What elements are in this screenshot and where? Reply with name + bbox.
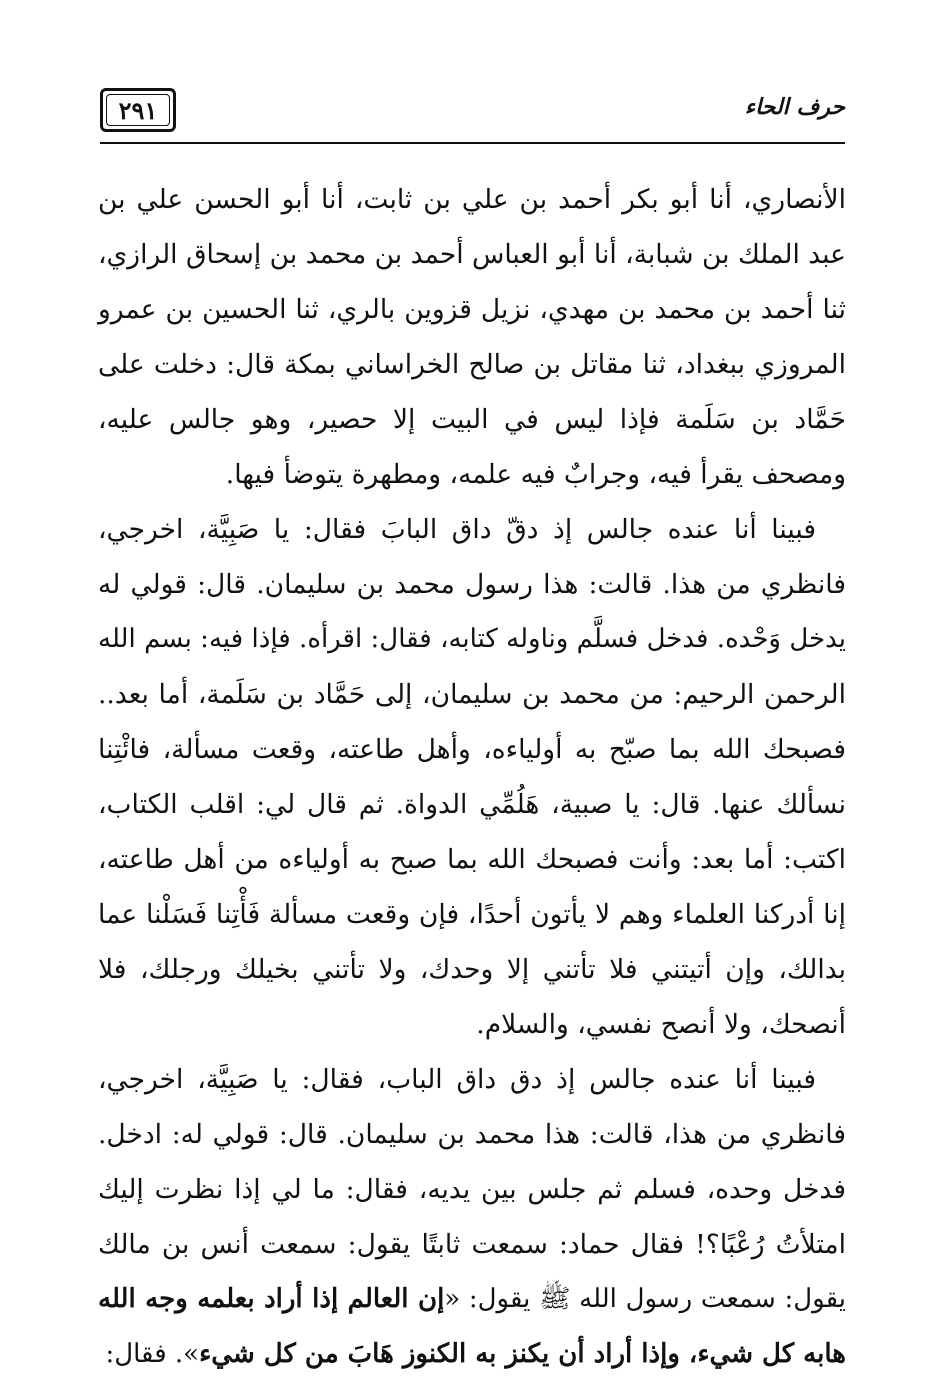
page-header	[100, 88, 845, 150]
text-line: يدخل وَحْده. فدخل فسلَّم وناوله كتابه، فقال: اقرأه. فإذا فيه: بسم الله	[98, 624, 846, 654]
hadith-quote: هابه كل شيء، وإذا أراد أن يكنز به الكنوز هَابَ من كل شيء	[199, 1339, 846, 1369]
text-line: عبد الملك بن شبابة، أنا أبو العباس أحمد بن محمد بن إسحاق الرازي،	[98, 239, 846, 270]
text-line: أنصحك، ولا أنصح نفسي، والسلام.	[476, 1009, 846, 1040]
text-line: فانظري من هذا، قالت: هذا محمد بن سليمان. قال: قولي له: ادخل.	[98, 1119, 846, 1150]
text-line: فصبحك الله بما صبّح به أولياءه، وأهل طاعته، وقعت مسألة، فائْتِنا	[98, 734, 846, 765]
text-line: بدالك، وإن أتيتني فلا تأتني إلا وحدك، ولا تأتني بخيلك ورجلك، فلا	[98, 954, 846, 985]
text-line: فبينا أنا عنده جالس إذ دقّ داق البابَ فقال: يا صَبِيَّة، اخرجي،	[98, 514, 816, 545]
body-text	[98, 172, 846, 1382]
text-line: المروزي ببغداد، ثنا مقاتل بن صالح الخراساني بمكة قال: دخلت على	[98, 349, 846, 380]
text-line: ومصحف يقرأ فيه، وجرابٌ فيه علمه، ومطهرة يتوضأ فيها.	[225, 459, 846, 490]
text-line: ثنا أحمد بن محمد بن مهدي، نزيل قزوين بالري، ثنا الحسين بن عمرو	[98, 294, 846, 325]
hadith-quote: إن العالم إذا أراد بعلمه وجه الله	[98, 1284, 445, 1314]
text-line: إنا أدركنا العلماء وهم لا يأتون أحدًا، فإن وقعت مسألة فَأْتِنا فَسَلْنا عما	[98, 899, 846, 930]
text-line	[98, 1327, 846, 1382]
running-head: حرف الحاء	[744, 94, 845, 120]
text-line	[98, 1272, 846, 1327]
page-number: ٢٩١	[100, 88, 176, 132]
text-line: فبينا أنا عنده جالس إذ دق داق الباب، فقال: يا صَبِيَّة، اخرجي،	[98, 1064, 816, 1095]
header-rule	[100, 142, 845, 144]
text-line: الرحمن الرحيم: من محمد بن سليمان، إلى حَمَّاد بن سَلَمة، أما بعد..	[98, 679, 846, 710]
text-line: نسألك عنها. قال: يا صبية، هَلُمِّي الدواة. ثم قال لي: اقلب الكتاب،	[98, 789, 846, 820]
text-line: امتلأتُ رُعْبًا؟! فقال حماد: سمعت ثابتًا يقول: سمعت أنس بن مالك	[98, 1229, 846, 1260]
text-line: الأنصاري، أنا أبو بكر أحمد بن علي بن ثابت، أنا أبو الحسن علي بن	[98, 184, 846, 215]
text-line: حَمَّاد بن سَلَمة فإذا ليس في البيت إلا حصير، وهو جالس عليه،	[98, 404, 846, 435]
text-run: يقول: سمعت رسول الله ﷺ يقول: «	[444, 1284, 846, 1314]
text-line: فانظري من هذا. قالت: هذا رسول محمد بن سليمان. قال: قولي له	[98, 569, 846, 600]
text-line: فدخل وحده، فسلم ثم جلس بين يديه، فقال: ما لي إذا نظرت إليك	[98, 1174, 846, 1205]
text-run: ». فقال:	[105, 1339, 200, 1369]
text-line: اكتب: أما بعد: وأنت فصبحك الله بما صبح به أولياءه من أهل طاعته،	[98, 844, 846, 875]
